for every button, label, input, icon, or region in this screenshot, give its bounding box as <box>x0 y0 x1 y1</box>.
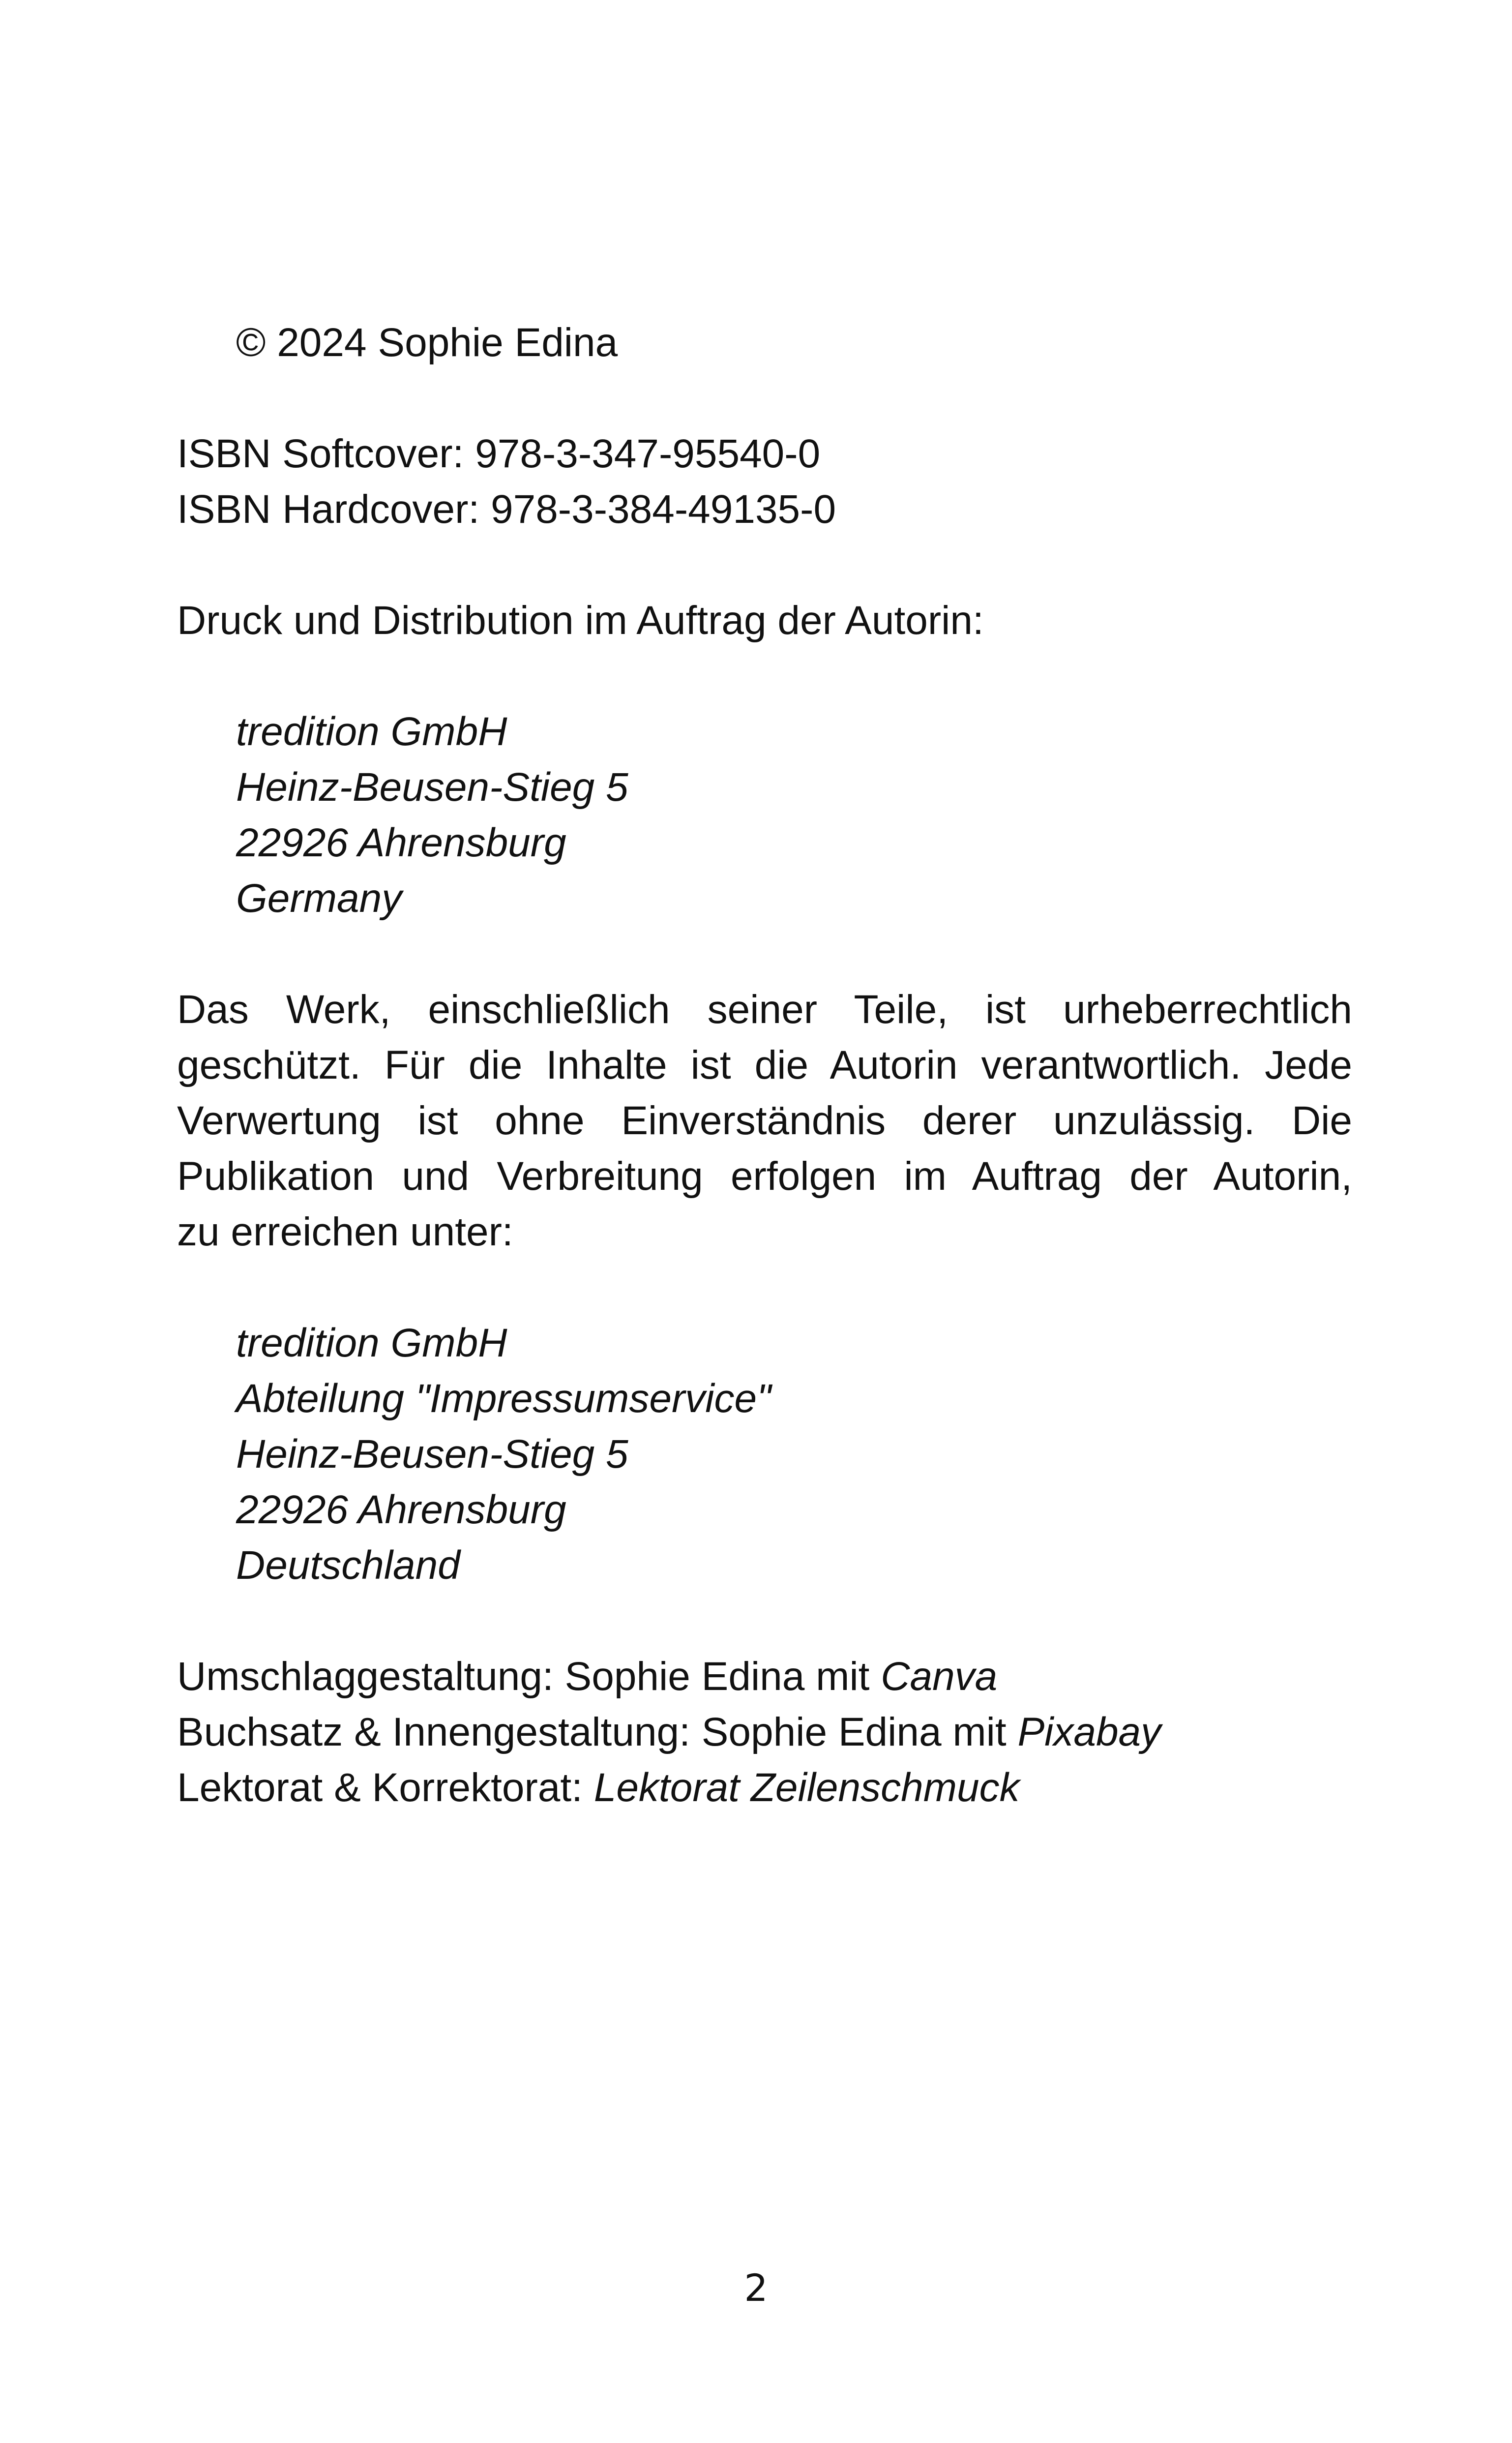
isbn-hardcover: ISBN Hardcover: 978-3-384-49135-0 <box>177 487 836 532</box>
publisher-address <box>177 704 1352 926</box>
spacer <box>177 370 1352 426</box>
spacer <box>177 926 1352 982</box>
spacer <box>177 1260 1352 1315</box>
imprint-department: Abteilung "Impressumservice" <box>236 1376 771 1421</box>
imprint-name: tredition GmbH <box>236 1321 507 1365</box>
imprint-page <box>177 315 1352 1815</box>
publisher-name: tredition GmbH <box>236 709 507 754</box>
legal-notice-line: zu erreichen unter: <box>177 1209 513 1254</box>
copyright-line: © 2024 Sophie Edina <box>236 320 618 365</box>
credit-cover-label: Umschlaggestaltung: Sophie Edina mit <box>177 1654 881 1699</box>
publisher-city: 22926 Ahrensburg <box>236 820 566 865</box>
imprint-city: 22926 Ahrensburg <box>236 1487 566 1532</box>
credit-typesetting-tool: Pixabay <box>1017 1710 1161 1754</box>
legal-notice-line: Publikation und Verbreitung erfolgen im Auftrag der Autorin, <box>177 1154 1352 1199</box>
legal-notice <box>177 982 1352 1260</box>
spacer <box>177 648 1352 704</box>
isbn-softcover: ISBN Softcover: 978-3-347-95540-0 <box>177 431 821 476</box>
credit-cover <box>177 1649 1352 1704</box>
credit-cover-tool: Canva <box>881 1654 998 1699</box>
imprint-address <box>177 1315 1352 1593</box>
credit-editing-label: Lektorat & Korrektorat: <box>177 1765 594 1810</box>
distribution-intro: Druck und Distribution im Auftrag der Autorin: <box>177 598 984 643</box>
credits <box>177 1649 1352 1815</box>
legal-notice-line: Verwertung ist ohne Einverständnis derer unzulässig. Die <box>177 1098 1352 1143</box>
spacer <box>177 537 1352 593</box>
legal-notice-line: geschützt. Für die Inhalte ist die Autorin verantwortlich. Jede <box>177 1043 1352 1087</box>
credit-typesetting <box>177 1704 1352 1760</box>
legal-notice-line: Das Werk, einschließlich seiner Teile, ist urheberrechtlich <box>177 987 1352 1032</box>
credit-typesetting-label: Buchsatz & Innengestaltung: Sophie Edina mit <box>177 1710 1018 1754</box>
imprint-street: Heinz-Beusen-Stieg 5 <box>236 1432 628 1477</box>
credit-editing-name: Lektorat Zeilenschmuck <box>593 1765 1020 1810</box>
spacer <box>177 1593 1352 1649</box>
page-number: 2 <box>744 2266 768 2310</box>
publisher-country: Germany <box>236 876 402 921</box>
credit-editing <box>177 1760 1352 1815</box>
imprint-country: Deutschland <box>236 1543 460 1588</box>
publisher-street: Heinz-Beusen-Stieg 5 <box>236 765 628 810</box>
